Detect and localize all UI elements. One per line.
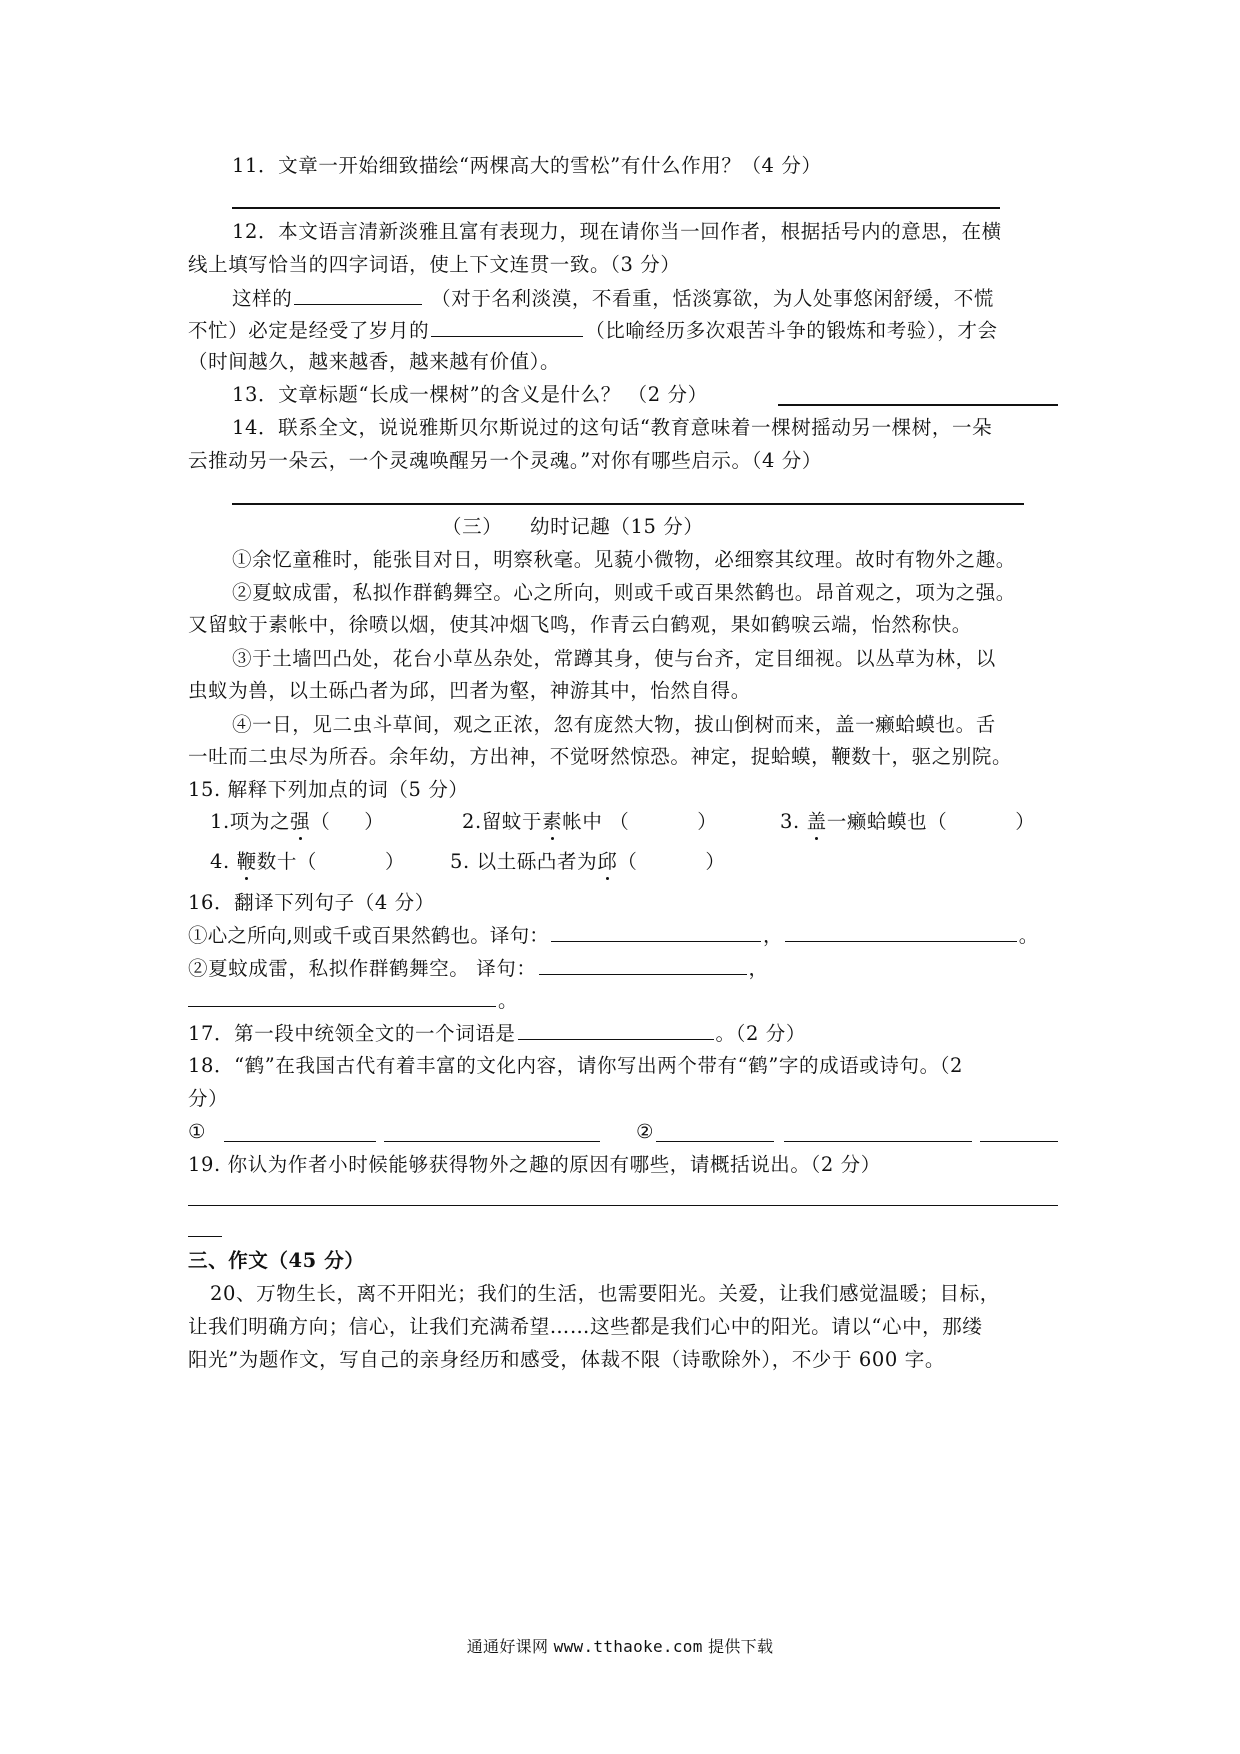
question-18-line-1: 18．“鹤”在我国古代有着丰富的文化内容，请你写出两个带有“鹤”字的成语或诗句。（2 — [188, 1054, 964, 1077]
part-3-heading: 三、作文（45 分） — [188, 1249, 365, 1272]
answer-line-19-tail[interactable] — [188, 1236, 222, 1237]
q15-item-1: 1.项为之强（ ） — [210, 810, 385, 833]
blank-16-2b[interactable] — [188, 990, 496, 1007]
passage-paragraph-2-line-1: ②夏蚊成雷，私拟作群鹤舞空。心之所向，则或千或百果然鹤也。昂首观之，项为之强。 — [232, 581, 1016, 604]
question-12-line-4: 不忙）必定是经受了岁月的 （比喻经历多次艰苦斗争的锻炼和考验），才会 — [188, 319, 998, 342]
question-12-line-5: （时间越久，越来越香，越来越有价值）。 — [188, 350, 561, 373]
q18-marker-1: ① — [188, 1120, 207, 1143]
answer-line-14 — [232, 503, 1024, 505]
answer-line-19[interactable] — [188, 1205, 1058, 1206]
question-15-title: 15. 解释下列加点的词（5 分） — [188, 778, 469, 801]
q15-item-4: 4. 鞭数十（ ） — [210, 850, 406, 873]
blank-12-2[interactable] — [431, 320, 583, 337]
blank-18-2a[interactable] — [656, 1141, 774, 1142]
question-17: 17．第一段中统领全文的一个词语是 。（2 分） — [188, 1022, 806, 1045]
q18-marker-2: ② — [636, 1120, 655, 1143]
answer-line-13 — [778, 404, 1058, 406]
question-18-line-2: 分） — [188, 1087, 229, 1110]
dotted-char: 素 — [542, 810, 563, 833]
blank-16-1a[interactable] — [551, 925, 761, 942]
question-16-title: 16．翻译下列句子（4 分） — [188, 891, 435, 914]
blank-18-1a[interactable] — [224, 1141, 376, 1142]
question-12-line-2: 线上填写恰当的四字词语，使上下文连贯一致。（3 分） — [188, 253, 681, 276]
section-3-number: （三） — [442, 515, 503, 538]
question-19: 19. 你认为作者小时候能够获得物外之趣的原因有哪些，请概括说出。（2 分） — [188, 1153, 881, 1176]
passage-paragraph-2-line-2: 又留蚊于素帐中，徐喷以烟，使其冲烟飞鸣，作青云白鹤观，果如鹤唳云端，怡然称快。 — [188, 613, 972, 636]
blank-18-2b[interactable] — [784, 1141, 972, 1142]
question-12-line-1: 12．本文语言清新淡雅且富有表现力，现在请你当一回作者，根据括号内的意思，在横 — [232, 220, 1002, 243]
passage-paragraph-3-line-1: ③于土墙凹凸处，花台小草丛杂处，常蹲其身，使与台齐，定目细视。以丛草为林，以 — [232, 647, 996, 670]
question-14-line-2: 云推动另一朵云，一个灵魂唤醒另一个灵魂。”对你有哪些启示。（4 分） — [188, 449, 822, 472]
blank-18-2c[interactable] — [980, 1141, 1058, 1142]
dotted-char: 鞭 — [236, 850, 257, 873]
q15-item-5: 5. 以土砾凸者为邱（ ） — [450, 850, 726, 873]
question-11: 11．文章一开始细致描绘“两棵高大的雪松”有什么作用？（4 分） — [232, 154, 822, 177]
passage-paragraph-4-line-2: 一吐而二虫尽为所吞。余年幼，方出神，不觉呀然惊恐。神定，捉蛤蟆，鞭数十，驱之别院。 — [188, 745, 1013, 768]
question-20-line-1: 20、万物生长，离不开阳光；我们的生活，也需要阳光。关爱，让我们感觉温暖；目标， — [210, 1282, 1000, 1305]
blank-16-2a[interactable] — [539, 958, 747, 975]
blank-12-1[interactable] — [294, 288, 422, 305]
answer-line-11 — [232, 207, 1000, 209]
section-3-title: 幼时记趣（15 分） — [530, 515, 704, 538]
footer-site-name: 通通好课网 — [466, 1637, 549, 1656]
footer-url[interactable]: www.tthaoke.com — [553, 1637, 703, 1656]
passage-paragraph-4-line-1: ④一日，见二虫斗草间，观之正浓，忽有庞然大物，拔山倒树而来，盖一癞蛤蟆也。舌 — [232, 713, 996, 736]
footer-tail: 提供下载 — [708, 1637, 774, 1656]
dotted-char: 强 — [290, 810, 311, 833]
passage-paragraph-3-line-2: 虫蚁为兽，以土砾凸者为邱，凹者为壑，神游其中，怡然自得。 — [188, 679, 751, 702]
blank-18-1b[interactable] — [384, 1141, 600, 1142]
blank-17[interactable] — [518, 1023, 714, 1040]
question-20-line-3: 阳光”为题作文，写自己的亲身经历和感受，体裁不限（诗歌除外），不少于 600 字。 — [188, 1348, 945, 1371]
q15-item-2: 2.留蚊于素帐中 （ ） — [462, 810, 718, 833]
dotted-char: 盖 — [806, 810, 827, 833]
q15-item-3: 3. 盖一癞蛤蟆也（ ） — [780, 810, 1036, 833]
question-12-line-3: 这样的 （对于名利淡漠，不看重，恬淡寡欲，为人处事悠闲舒缓，不慌 — [232, 287, 994, 310]
q16-sentence-2-cont: 。 — [188, 990, 518, 1011]
passage-paragraph-1: ①余忆童稚时，能张目对日，明察秋毫。见藐小微物，必细察其纹理。故时有物外之趣。 — [232, 548, 1016, 571]
question-20-line-2: 让我们明确方向；信心，让我们充满希望……这些都是我们心中的阳光。请以“心中，那缕 — [188, 1315, 983, 1338]
dotted-char: 邱 — [597, 850, 618, 873]
q16-sentence-2: ②夏蚊成雷，私拟作群鹤舞空。 译句： ， — [188, 957, 769, 980]
q16-sentence-1: ①心之所向,则或千或百果然鹤也。译句： ， 。 — [188, 924, 1039, 947]
page-footer — [0, 1634, 1240, 1657]
question-14-line-1: 14．联系全文，说说雅斯贝尔斯说过的这句话“教育意味着一棵树摇动另一棵树，一朵 — [232, 416, 993, 439]
question-13: 13．文章标题“长成一棵树”的含义是什么？ （2 分） — [232, 383, 708, 406]
blank-16-1b[interactable] — [785, 925, 1017, 942]
